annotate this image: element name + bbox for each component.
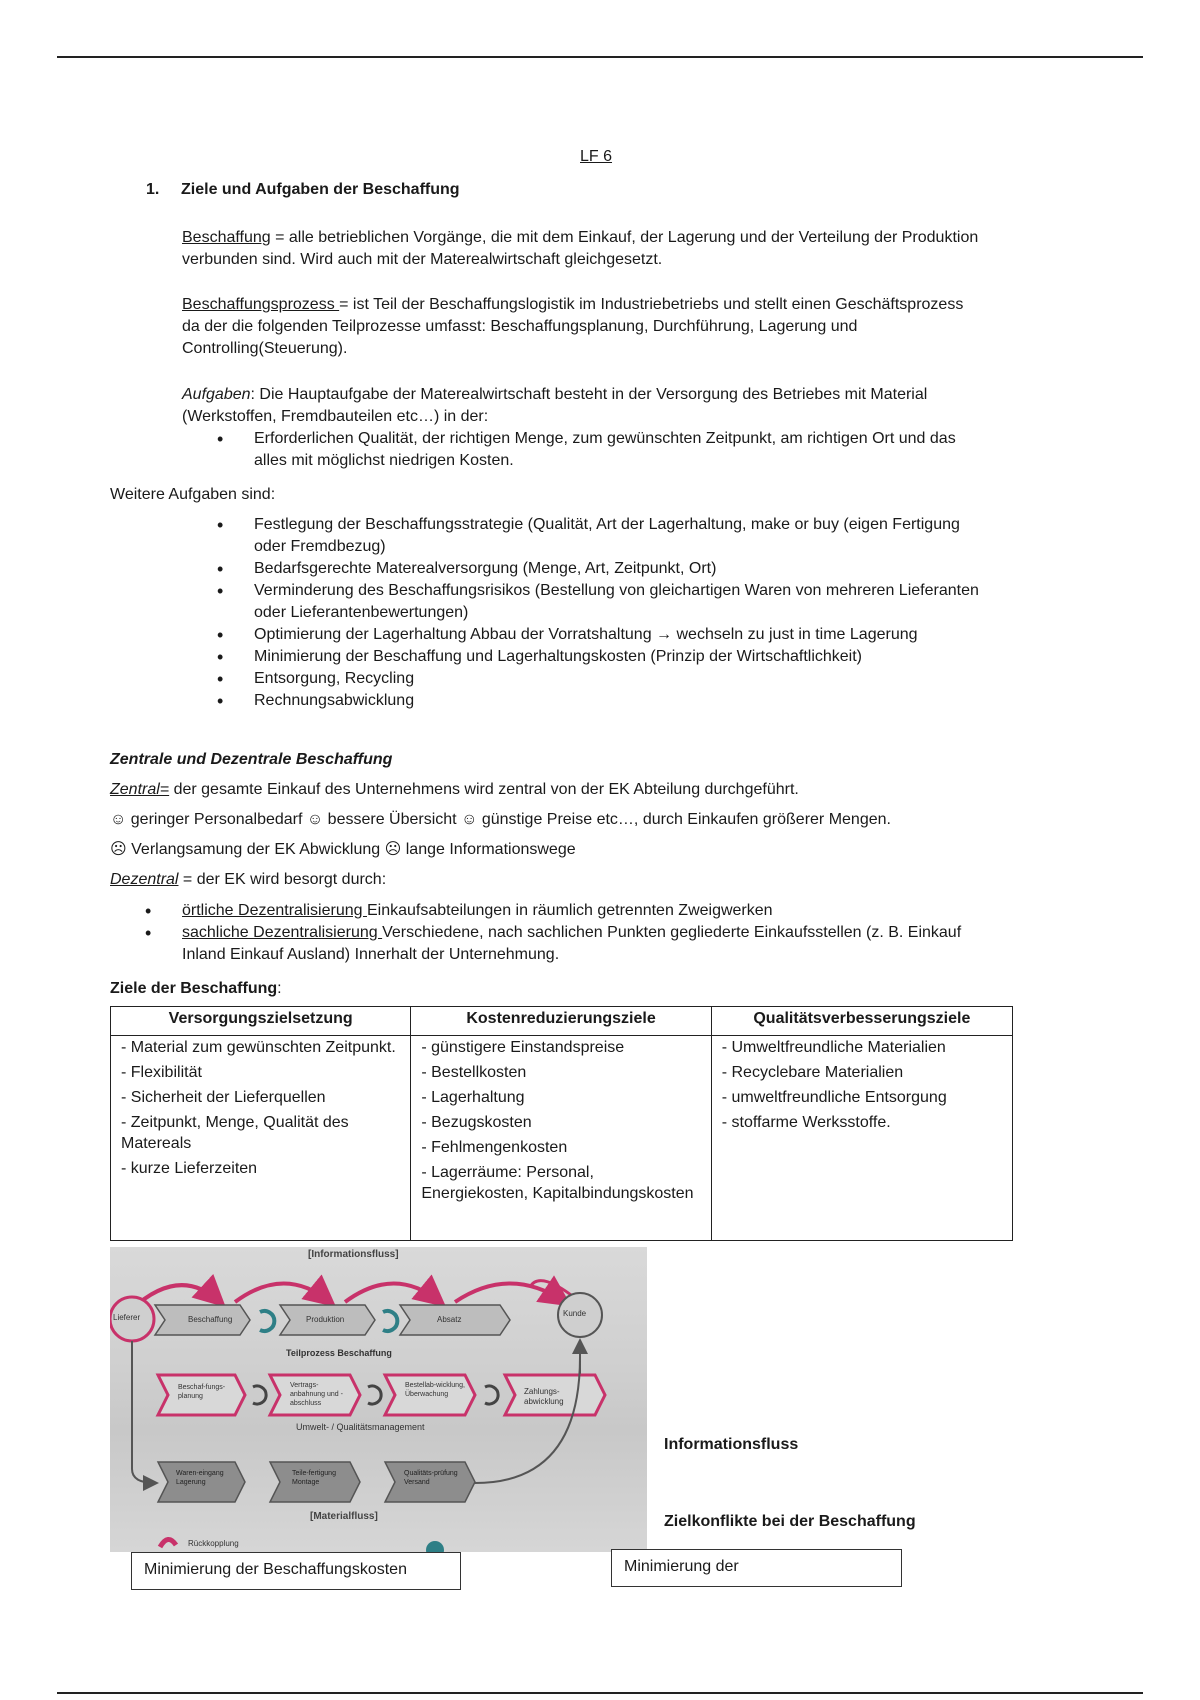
list-item xyxy=(182,900,1082,922)
conflict-box-right: Minimierung der xyxy=(611,1549,902,1587)
list-item-text: Inland Einkauf Ausland) Innerhalt der Unternehmung. xyxy=(182,946,560,963)
cell-line: - Zeitpunkt, Menge, Qualität des Matereals xyxy=(121,1114,349,1152)
table-row xyxy=(111,1036,1013,1241)
diagram-top-label: Absatz xyxy=(437,1315,462,1324)
list-item-text: • Minimierung der Beschaffung und Lagerhaltungskosten (Prinzip der Wirtschaftlichkeit) xyxy=(254,648,863,665)
list-item xyxy=(254,624,1114,646)
material-flow-line xyxy=(132,1341,155,1483)
conflict-box-left: Minimierung der Beschaffungskosten xyxy=(131,1552,461,1590)
section2-title: Zentrale und Dezentrale Beschaffung xyxy=(110,751,393,768)
list-item xyxy=(182,922,1082,966)
diagram-material-flow-label: [Materialfluss] xyxy=(310,1511,378,1522)
list-item xyxy=(254,514,1114,558)
list-item xyxy=(254,668,1114,690)
conflict-heading: Zielkonflikte bei der Beschaffung xyxy=(664,1513,916,1530)
teal-dot xyxy=(426,1541,444,1552)
feedback-icon xyxy=(160,1539,176,1547)
tasks-list xyxy=(254,428,1114,472)
list-item-text: Verschiedene, nach sachlichen Punkten gegliederte Einkaufsstellen (z. B. Einkauf xyxy=(382,924,962,941)
term-beschaffungsprozess: Beschaffungsprozess xyxy=(182,296,340,313)
section-title: Ziele und Aufgaben der Beschaffung xyxy=(181,181,460,198)
diagram-supplier-label: Lieferer xyxy=(113,1313,141,1322)
diagram-feedback-label: Rückkopplung xyxy=(188,1539,239,1548)
definition-beschaffung xyxy=(182,227,1142,271)
def-text: = ist Teil der Beschaffungslogistik im Industriebetriebs und stellt einen Geschäftsprozess xyxy=(339,296,964,313)
central-text: der gesamte Einkauf des Unternehmens wird zentral von der EK Abteilung durchgeführt. xyxy=(169,781,799,798)
info-flow-arc xyxy=(235,1284,330,1303)
info-flow-heading: Informationsfluss xyxy=(664,1436,799,1453)
list-item-text: Einkaufsabteilungen in räumlich getrennten Zweigwerken xyxy=(366,902,773,919)
table-header-row xyxy=(111,1007,1013,1036)
diagram-mgmt-label: Umwelt- / Qualitätsmanagement xyxy=(296,1422,425,1432)
cell-line: - Lagerhaltung xyxy=(421,1089,525,1106)
diagram-top-label: Beschaffung xyxy=(188,1315,233,1324)
diagram-subprocess-label: Teilprozess Beschaffung xyxy=(286,1348,392,1358)
goals-title-colon: : xyxy=(277,980,282,997)
decentral-list xyxy=(182,900,1082,966)
diagram-mid-label: Bestellab-wicklung, Überwachung xyxy=(405,1382,465,1398)
cell-line: - Recyclebare Materialien xyxy=(721,1064,904,1081)
goals-table xyxy=(110,1006,1013,1241)
central-definition xyxy=(110,779,1150,801)
list-item xyxy=(254,558,1114,580)
decentral-definition xyxy=(110,869,386,891)
list-item-text: • Entsorgung, Recycling xyxy=(254,670,415,687)
term-aufgaben: Aufgaben xyxy=(182,386,251,403)
page-header-code: LF 6 xyxy=(580,148,613,165)
list-item-text: • Bedarfsgerechte Materealversorgung (Menge, Art, Zeitpunkt, Ort) xyxy=(254,560,717,577)
list-item-text: • Optimierung der Lagerhaltung Abbau der Vorratshaltung → wechseln zu just in time Lagerung xyxy=(254,626,918,643)
cycle-icon xyxy=(253,1386,266,1404)
diagram-bottom-label: Teile-fertigung Montage xyxy=(292,1470,336,1486)
further-tasks-label: Weitere Aufgaben sind: xyxy=(110,486,276,503)
list-item-text: oder Lieferantenbewertungen) xyxy=(254,604,469,621)
table-cell xyxy=(711,1036,1012,1241)
list-item xyxy=(254,580,1114,624)
diagram-mid-label: Vertrags-anbahnung und -abschluss xyxy=(290,1382,343,1407)
diagram-mid-label: Zahlungs-abwicklung xyxy=(524,1387,564,1406)
diagram-bottom-label: Qualitäts-prüfung Versand xyxy=(404,1470,458,1486)
tasks-block xyxy=(182,384,1142,428)
term-dezentral: Dezentral xyxy=(110,871,179,888)
def-text: = alle betrieblichen Vorgänge, die mit dem Einkauf, der Lagerung und der Verteilung der Produktion xyxy=(270,229,979,246)
top-rule xyxy=(57,56,1143,58)
cycle-icon xyxy=(383,1311,397,1331)
table-cell xyxy=(111,1036,411,1241)
cell-line: - Fehlmengenkosten xyxy=(421,1139,568,1156)
diagram-customer-label: Kunde xyxy=(563,1309,587,1318)
cell-line: - Material zum gewünschten Zeitpunkt. xyxy=(121,1039,396,1056)
cycle-icon xyxy=(368,1386,381,1404)
list-item-text: oder Fremdbezug) xyxy=(254,538,386,555)
cycle-icon xyxy=(260,1311,274,1331)
bottom-rule xyxy=(57,1692,1143,1694)
def-text: verbunden sind. Wird auch mit der Materealwirtschaft gleichgesetzt. xyxy=(182,251,663,268)
list-item xyxy=(254,690,1114,712)
list-item xyxy=(254,428,1114,472)
def-text: da der die folgenden Teilprozesse umfasst: Beschaffungsplanung, Durchführung, Lagerung und xyxy=(182,318,858,335)
cell-line: - stoffarme Werksstoffe. xyxy=(721,1114,891,1131)
section-number: 1. xyxy=(146,181,160,198)
table-header: Qualitätsverbesserungsziele xyxy=(711,1007,1012,1036)
diagram-bottom-label: Waren-eingang Lagerung xyxy=(176,1470,224,1486)
tasks-text: (Werkstoffen, Fremdbauteilen etc…) in der: xyxy=(182,408,489,425)
goals-title xyxy=(110,978,282,1000)
term-beschaffung: Beschaffung xyxy=(182,229,271,246)
diagram-info-flow-label: [Informationsfluss] xyxy=(308,1249,399,1260)
term-sachlich: sachliche Dezentralisierung xyxy=(182,924,383,941)
decentral-text: = der EK wird besorgt durch: xyxy=(178,871,387,888)
term-zentral: Zentral= xyxy=(110,781,170,798)
cell-line: - Bezugskosten xyxy=(421,1114,532,1131)
cell-line: - Sicherheit der Lieferquellen xyxy=(121,1089,326,1106)
list-item-text: alles mit möglichst niedrigen Kosten. xyxy=(254,452,514,469)
cell-line: - kurze Lieferzeiten xyxy=(121,1160,258,1177)
term-oertlich: örtliche Dezentralisierung xyxy=(182,902,367,919)
table-header: Kostenreduzierungsziele xyxy=(411,1007,711,1036)
list-item xyxy=(254,646,1114,668)
central-pros: ☺ geringer Personalbedarf ☺ bessere Übersicht ☺ günstige Preise etc…, durch Einkaufen größerer Mengen. xyxy=(110,811,891,828)
further-tasks-list xyxy=(254,514,1114,712)
list-item-text: • Verminderung des Beschaffungsrisikos (Bestellung von gleichartigen Waren von mehreren Lieferanten xyxy=(254,582,979,599)
cell-line: - Umweltfreundliche Materialien xyxy=(721,1039,946,1056)
list-item-text: • Rechnungsabwicklung xyxy=(254,692,415,709)
diagram-top-label: Produktion xyxy=(306,1315,345,1324)
def-text: Controlling(Steuerung). xyxy=(182,340,348,357)
cell-line: - Bestellkosten xyxy=(421,1064,527,1081)
diagram-mid-label: Beschaf-fungs-planung xyxy=(178,1384,226,1400)
list-item-text: • Festlegung der Beschaffungsstrategie (Qualität, Art der Lagerhaltung, make or buy (eigen Fertigung xyxy=(254,516,960,533)
tasks-text: : Die Hauptaufgabe der Materealwirtschaft besteht in der Versorgung des Betriebes mit Material xyxy=(250,386,928,403)
table-header: Versorgungszielsetzung xyxy=(111,1007,411,1036)
definition-beschaffungsprozess xyxy=(182,294,1142,360)
cell-line: - umweltfreundliche Entsorgung xyxy=(721,1089,947,1106)
process-diagram xyxy=(110,1247,647,1552)
info-flow-arc xyxy=(455,1284,565,1303)
cell-line: - Lagerräume: Personal, Energiekosten, Kapitalbindungskosten xyxy=(421,1164,694,1202)
cycle-icon xyxy=(485,1386,498,1404)
cell-line: - günstigere Einstandspreise xyxy=(421,1039,625,1056)
central-cons: ☹ Verlangsamung der EK Abwicklung ☹ lange Informationswege xyxy=(110,841,576,858)
table-cell xyxy=(411,1036,711,1241)
list-item-text: • Erforderlichen Qualität, der richtigen Menge, zum gewünschten Zeitpunkt, am richtigen Ort und das xyxy=(254,430,956,447)
goals-title-text: Ziele der Beschaffung xyxy=(110,980,278,997)
cell-line: - Flexibilität xyxy=(121,1064,202,1081)
info-flow-arc xyxy=(345,1284,440,1303)
